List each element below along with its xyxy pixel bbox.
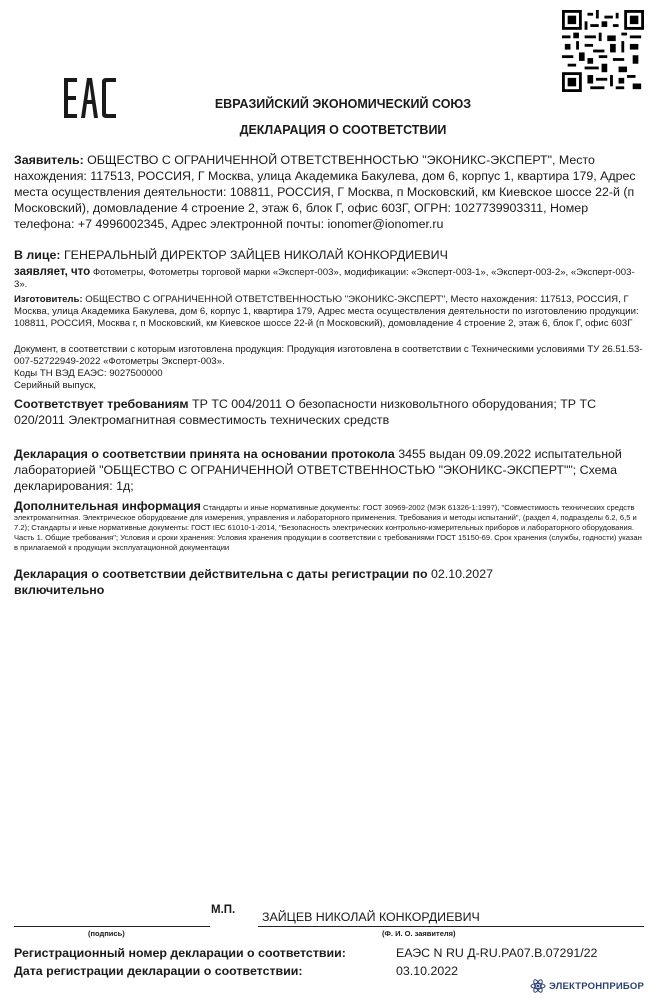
validity-label: Декларация о соответствии действительна с даты регистрации по: [14, 567, 428, 581]
union-title: ЕВРАЗИЙСКИЙ ЭКОНОМИЧЕСКИЙ СОЮЗ: [214, 97, 472, 111]
document-basis: Документ, в соответствии с которым изготовлена продукция: Продукция изготовлена в соответствии с Техническими условиями ТУ 26.51.53-007-52722949-2022 «Фотометры Эксперт-003».: [14, 344, 643, 367]
person-label: В лице:: [14, 248, 61, 262]
name-caption: (Ф. И. О. заявителя): [382, 929, 456, 938]
protocol-label: Декларация о соответствии принята на основании протокола: [14, 447, 395, 461]
stamp-place: М.П.: [211, 904, 236, 916]
additional-text: Стандарты и иные нормативные документы: ГОСТ 30969-2002 (МЭК 61326-1:1997), "Совместимость технических средств электромагнитная. Электрическое оборудование для измерения, управления и лабораторного применения. Требования и методы испытаний", (раздел 4, подразделы 6.2, 6,5 и 7.2); Стандарты и иные нормативные документы: ГОСТ IEC 61010-1-2014, "Безопасность электрических контрольно-измерительных приборов и лабораторного оборудования. Часть 1. Общие требования"; Условия и сроки хранения: Условия хранения продукции в соответствии с требованиями ГОСТ 15150-69. Срок хранения (службы, годности) указан в прилагаемой к продукции эксплуатационной документации: [14, 503, 642, 552]
qr-code-icon: [562, 10, 644, 92]
name-line: [258, 926, 644, 927]
manufacturer-text: ОБЩЕСТВО С ОГРАНИЧЕННОЙ ОТВЕТСТВЕННОСТЬЮ "ЭКОНИКС-ЭКСПЕРТ", Место нахождения: 117513, РОССИЯ, Г Москва, улица Академика Бакулева, дом 6, корпус 1, квартира 179, Адрес места осуществления деятельности по изготовлению продукции: 108811, РОССИЯ, Москва г, п Московский, км Киевское шоссе 22-й (п Московский), домовладение 4 строение 2, этаж 6, блок Г, офис 603Г: [14, 294, 639, 329]
brand-name: ЭЛЕКТРОНПРИБОР: [549, 980, 645, 992]
applicant-text: ОБЩЕСТВО С ОГРАНИЧЕННОЙ ОТВЕТСТВЕННОСТЬЮ "ЭКОНИКС-ЭКСПЕРТ", Место нахождения: 117513, РОССИЯ, Г Москва, улица Академика Бакулева, дом 6, корпус 1, квартира 179, Адрес места осуществления деятельности: 108811, РОССИЯ, Г Москва, п Московский, км Киевское шоссе 22-й (п Московский), домовладение 4 строение 2, этаж 6, блок Г, офис 603Г, ОГРН: 1027739903311, Номер телефона: +7 4996002345, Адрес электронной почты: ionomer@ionomer.ru: [14, 153, 636, 231]
applicant-label: Заявитель:: [14, 153, 84, 167]
reg-number: ЕАЭС N RU Д-RU.РА07.В.07291/22: [396, 946, 598, 960]
signature-line: [14, 926, 210, 927]
additional-block: [14, 501, 644, 553]
person-text: ГЕНЕРАЛЬНЫЙ ДИРЕКТОР ЗАЙЦЕВ НИКОЛАЙ КОНКОРДИЕВИЧ: [63, 248, 448, 262]
atom-icon: [530, 978, 546, 994]
signature-caption: (подпись): [88, 929, 125, 938]
applicant-block: [14, 152, 644, 232]
reg-date: 03.10.2022: [396, 964, 459, 978]
requirements-text: ТР ТС 004/2011 О безопасности низковольтного оборудования; ТР ТС 020/2011 Электромагнитная совместимость технических средств: [14, 397, 597, 427]
brand-logo: [530, 978, 644, 994]
validity-block: [14, 566, 644, 598]
serial-release: Серийный выпуск,: [14, 380, 97, 391]
additional-label: Дополнительная информация: [14, 499, 201, 513]
document-title: ДЕКЛАРАЦИЯ О СООТВЕТСТВИИ: [239, 123, 447, 137]
protocol-text: 3455 выдан 09.09.2022 испытательной лабораторией "ОБЩЕСТВО С ОГРАНИЧЕННОЙ ОТВЕТСТВЕННОСТЬЮ "ЭКОНИКС-ЭКСПЕРТ""; Схема декларирования: 1д;: [14, 447, 622, 493]
signer-name: ЗАЙЦЕВ НИКОЛАЙ КОНКОРДИЕВИЧ: [262, 910, 480, 924]
declares-label: заявляет, что: [14, 266, 91, 278]
reg-date-label: Дата регистрации декларации о соответствии:: [14, 964, 303, 978]
manufacturer-label: Изготовитель:: [14, 294, 83, 305]
manufacturer-block: [14, 294, 644, 330]
hs-codes: Коды ТН ВЭД ЕАЭС: 9027500000: [14, 368, 163, 379]
requirements-label: Соответствует требованиям: [14, 397, 189, 411]
reg-number-label: Регистрационный номер декларации о соответствии:: [14, 946, 346, 960]
declares-block: [14, 266, 644, 291]
declares-text: Фотометры, Фотометры торговой марки «Эксперт-003», модификации: «Эксперт-003-1», «Эксперт-003-2», «Эксперт-003-3».: [14, 267, 635, 290]
validity-date: 02.10.2027: [430, 567, 493, 581]
requirements-block: [14, 396, 644, 428]
protocol-block: [14, 446, 644, 494]
person-block: [14, 247, 644, 263]
validity-suffix: включительно: [14, 583, 105, 597]
